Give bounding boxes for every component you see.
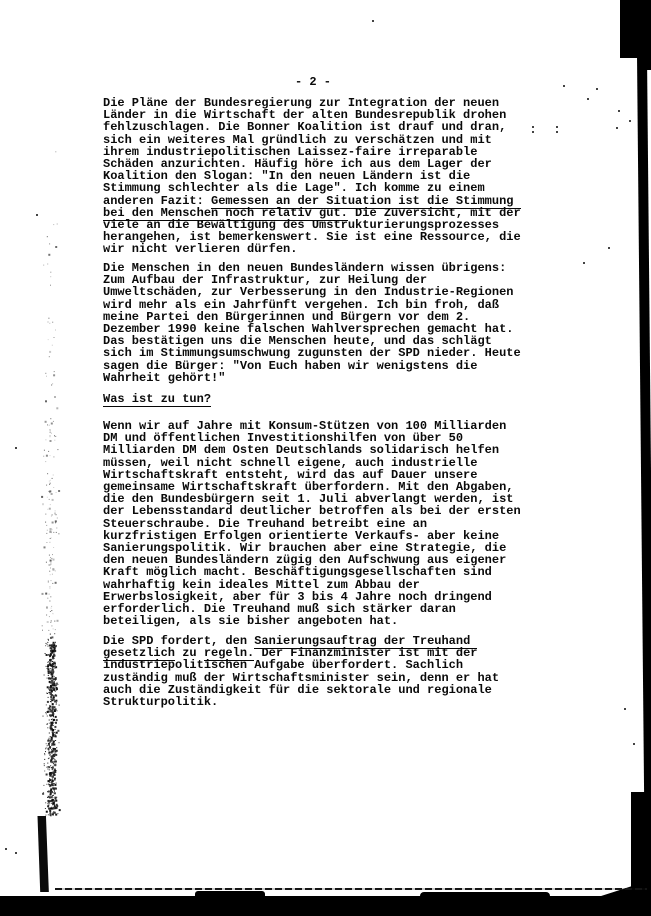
text-segment: Die Pläne der Bundesregierung zur Integration der neuen: [103, 96, 500, 110]
text-segment: Wenn wir auf Jahre mit Konsum-Stützen von 100 Milliarden: [103, 419, 507, 433]
text-segment: Zum Aufbau der Infrastruktur, zur Heilung der: [103, 273, 428, 288]
scan-artifact-band-bump: [195, 891, 265, 897]
text-segment: Steuerschraube. Die Treuhand betreibt eine an: [103, 516, 428, 531]
text-segment: Das bestätigen uns die Menschen heute, und das schlägt: [103, 334, 492, 349]
text-column: [103, 0, 523, 916]
text-segment: viele an die Bewältigung des Umstrukturierungsprozesses: [103, 218, 500, 233]
text-segment: Sanierungspolitik. Wir brauchen aber eine Strategie, die: [103, 541, 507, 556]
text-segment: meine Partei den Bürgerinnen und Bürgern vor dem 2.: [103, 309, 471, 324]
text-segment: Die SPD fordert, den: [103, 634, 255, 648]
scan-artifact-band-bump: [420, 892, 550, 897]
page-number: - 2 -: [294, 75, 331, 89]
text-segment: zuständig muß der Wirtschaftsminister sein, denn er hat: [103, 670, 500, 685]
scan-artifact-bottom-band: [0, 896, 651, 916]
text-line: [103, 615, 521, 627]
text-segment: gemeinsame Wirtschaftskraft überfordern. Mit den Abgaben,: [103, 480, 514, 495]
text-segment: erforderlich. Die Treuhand muß sich stärker daran: [103, 602, 456, 617]
text-segment: DM und öffentlichen Investitionshilfen von über 50: [103, 431, 464, 446]
paragraph-3: [103, 420, 521, 627]
text-segment: Wirtschaftskraft entsteht, wird das auf Dauer unsere: [103, 467, 478, 482]
text-segment: Der Finanzminister ist mit der: [254, 646, 478, 661]
underlined-text: Was ist zu tun?: [103, 392, 212, 406]
scan-artifact-right-bar: [637, 55, 651, 900]
text-segment: ihrem industriepolitischen Laissez-faire irreparable: [103, 144, 478, 159]
text-segment: sich ein weiteres Mal gründlich zu verschätzen und mit: [103, 132, 492, 147]
section-heading: [103, 393, 211, 405]
text-segment: der Lebensstandard deutlicher betroffen als bei der ersten: [103, 504, 521, 519]
text-segment: herangehen, ist bemerkenswert. Sie ist eine Ressource, die: [103, 230, 521, 245]
text-segment: beteiligen, als sie bisher angeboten hat.: [103, 614, 399, 629]
paragraph-4: [103, 635, 499, 708]
text-segment: Strukturpolitik.: [103, 695, 219, 710]
text-segment: kurzfristigen Erfolgen orientierte Verkaufs- aber keine: [103, 528, 500, 543]
scan-artifact-left-wedge: [33, 816, 51, 892]
text-line: [103, 243, 521, 255]
underlined-text: bei den Menschen noch relativ gut.: [103, 205, 348, 220]
text-segment: müssen, weil nicht schnell eigene, auch industrielle: [103, 455, 478, 470]
text-line: [103, 696, 499, 708]
text-segment: Die Menschen in den neuen Bundesländern wissen übrigens:: [103, 261, 507, 275]
underlined-text: gesetzlich: [103, 646, 176, 661]
text-segment: wir nicht verlieren dürfen.: [103, 242, 298, 257]
text-segment: Kraft möglich macht. Beschäftigungsgesellschaften sind: [103, 565, 492, 580]
text-line: [103, 393, 211, 405]
text-segment: Erwerbslosigkeit, aber für 3 bis 4 Jahre noch dringend: [103, 589, 492, 604]
text-segment: auch die Zuständigkeit für die sektorale und regionale: [103, 682, 492, 697]
text-segment: Koalition den Slogan: "In den neuen Ländern ist die: [103, 169, 471, 184]
text-segment: Wahrheit gehört!": [103, 370, 226, 385]
scan-artifact-top-right-block: [620, 0, 651, 58]
text-segment: wahrhaftig kein ideales Mittel zum Abbau der: [103, 577, 420, 592]
text-segment: Stimmung schlechter als die Lage". Ich komme zu einem: [103, 181, 485, 196]
text-segment: den neuen Bundesländern zügig den Aufschwung aus eigener: [103, 553, 507, 568]
text-segment: Dezember 1990 keine falschen Wahlversprechen gemacht hat.: [103, 322, 514, 337]
underlined-text: regeln.: [203, 646, 255, 661]
paragraph-2: [103, 262, 521, 384]
text-segment: Die Zuversicht, mit der: [347, 205, 521, 220]
paragraph-1: [103, 97, 521, 256]
text-segment: industriepolitischen Aufgabe überfordert. Sachlich: [103, 658, 464, 673]
scan-artifact-scratch-line: [55, 888, 647, 890]
text-segment: sich im Stimmungsumschwung zugunsten der SPD nieder. Heute: [103, 346, 521, 361]
text-segment: zu: [175, 646, 204, 661]
text-segment: Umweltschäden, zur Verbesserung in den Industrie-Regionen: [103, 285, 514, 300]
text-segment: wird mehr als ein Jahrfünft vergehen. Ich bin froh, daß: [103, 297, 500, 312]
text-segment: die den Bundesbürgern seit 1. Juli abverlangt werden, ist: [103, 492, 514, 507]
text-line: [103, 372, 521, 384]
text-segment: sagen die Bürger: "Von Euch haben wir wenigstens die: [103, 358, 478, 373]
underlined-text: Gemessen an der Situation ist die Stimmung: [211, 193, 521, 208]
text-segment: Schäden anzurichten. Häufig höre ich aus dem Lager der: [103, 157, 492, 172]
text-segment: Länder in die Wirtschaft der alten Bundesrepublik drohen: [103, 108, 507, 123]
text-segment: fehlzuschlagen. Die Bonner Koalition ist drauf und dran,: [103, 120, 507, 135]
text-segment: anderen Fazit:: [103, 193, 212, 208]
underlined-text: Sanierungsauftrag der Treuhand: [254, 634, 478, 648]
text-segment: Milliarden DM dem Osten Deutschlands solidarisch helfen: [103, 443, 500, 458]
